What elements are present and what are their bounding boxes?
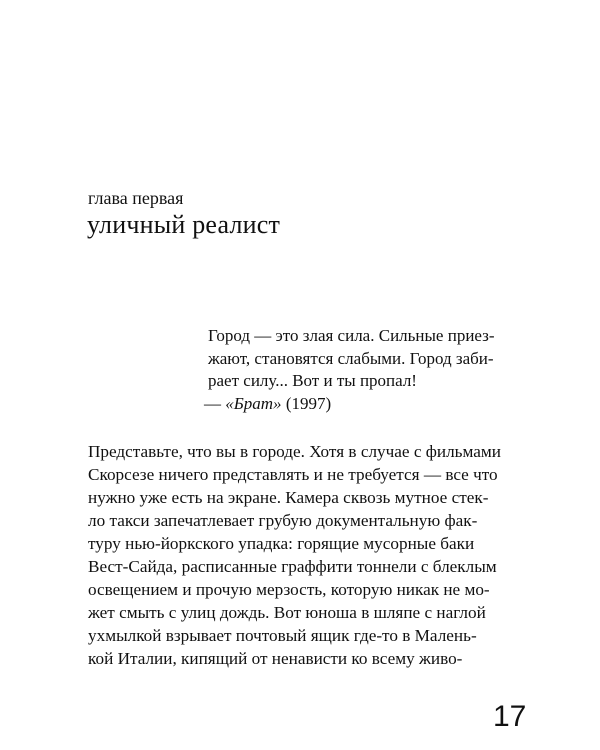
epigraph-line: жают, становятся слабыми. Город заби- [208, 348, 494, 368]
body-line: ло такси запечатлевает грубую документальную фак- [88, 511, 478, 530]
chapter-title: уличный реалист [87, 210, 281, 239]
epigraph-attribution [204, 393, 528, 416]
body-paragraph [88, 440, 528, 670]
attribution-year: (1997) [281, 393, 332, 413]
body-line: жет смыть с улиц дождь. Вот юноша в шляпе с наглой [88, 603, 486, 622]
epigraph-line: Город — это злая сила. Сильные приез- [208, 326, 495, 345]
attribution-dash: — [204, 393, 226, 413]
body-line: нужно уже есть на экране. Камера сквозь мутное стек- [88, 488, 489, 507]
body-line: кой Италии, кипящий от ненависти ко всему живо- [88, 649, 463, 668]
body-line: туру нью-йоркского упадка: горящие мусорные баки [88, 534, 475, 553]
body-line: Представьте, что вы в городе. Хотя в случае с фильмами [88, 442, 501, 461]
chapter-kicker: глава первая [88, 188, 184, 208]
body-line: Скорсезе ничего представлять и не требуется — все что [88, 465, 498, 484]
epigraph-line: рает силу... Вот и ты пропал! [208, 371, 417, 390]
body-line: ухмылкой взрывает почтовый ящик где-то в Малень- [88, 626, 477, 645]
attribution-film-title: «Брат» [225, 393, 282, 413]
epigraph [204, 325, 528, 415]
body-line: освещением и прочую мерзость, которую никак не мо- [88, 580, 490, 599]
page-number: 17 [493, 700, 527, 733]
body-line: Вест-Сайда, расписанные граффити тоннели с блеклым [88, 557, 497, 576]
